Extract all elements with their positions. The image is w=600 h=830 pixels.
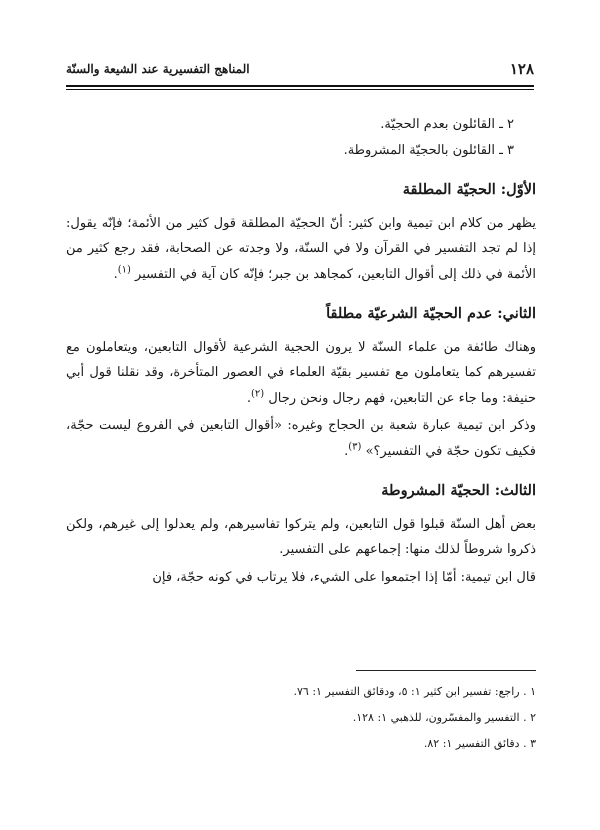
footnote-ref[interactable]: (١) — [117, 264, 131, 276]
section-heading: الأوّل: الحجيّة المطلقة — [402, 181, 536, 198]
header-rule-thin — [66, 89, 534, 90]
footnote-separator — [356, 670, 536, 671]
paragraph: قال ابن تيمية: أمّا إذا اجتمعوا على الشيء، فلا يرتاب في كونه حجّة، فإن — [152, 569, 536, 585]
footnote: ٢ . التفسير والمفسّرون، للذهبي ١: ١٢٨. — [352, 711, 536, 724]
paragraph: بعض أهل السنّة قبلوا قول التابعين، ولم يتركوا تفاسيرهم، ولم يعدلوا إلى غيرهم، ولكن ذكروا شروطاً لذلك منها: إجماعهم على التفسير. — [66, 516, 536, 557]
page-number: ١٢٨ — [509, 60, 534, 78]
paragraph: وهناك طائفة من علماء السنّة لا يرون الحجية الشرعية لأقوال التابعين، ويتعاملون مع تفسيرهم كما يتعاملون مع تفسير بقيّة العلماء في العصور المتأخرة، وقد نقلنا قول أبي حنيفة: وما جاء عن التابعين، فهم رجال ونحن رجال $^{(٢)}$. — [66, 339, 536, 406]
running-header — [66, 58, 534, 84]
footnote: ٣ . دقائق التفسير ١: ٨٢. — [423, 737, 536, 750]
list-item: ٢ ـ القائلون بعدم الحجيّة. — [380, 117, 514, 132]
header-rule-thick — [66, 85, 534, 87]
section-heading: الثاني: عدم الحجيّة الشرعيّة مطلقاً — [326, 305, 536, 322]
main-text — [66, 112, 536, 592]
footnote-ref[interactable]: (٢) — [250, 388, 265, 400]
footnote: ١ . راجع: تفسير ابن كثير ١: ٥، ودقائق التفسير ١: ٧٦. — [293, 685, 536, 698]
section-heading: الثالث: الحجيّة المشروطة — [381, 482, 536, 499]
footnotes — [66, 679, 536, 757]
footnote-ref[interactable]: (٣) — [348, 441, 362, 453]
paragraph: يظهر من كلام ابن تيمية وابن كثير: أنّ الحجيّة المطلقة قول كثير من الأئمة؛ فإنّه يقول: إذا لم تجد التفسير في القرآن ولا في السنّة، ولا وجدته عن الصحابة، فقد رجع كثير من الأئمة في ذلك إلى أقوال التابعين، كمجاهد بن جبر؛ فإنّه كان آية في التفسير $^{(١)}$. — [66, 215, 536, 282]
list-item: ٣ ـ القائلون بالحجيّة المشروطة. — [343, 142, 514, 158]
running-title: المناهج التفسيرية عند الشيعة والسنّة — [66, 62, 250, 76]
paragraph: وذكر ابن تيمية عبارة شعبة بن الحجاج وغيره: «أقوال التابعين في الفروع ليست حجّة، فكيف تكون حجّة في التفسير؟» $^{(٣)}$. — [66, 418, 536, 459]
